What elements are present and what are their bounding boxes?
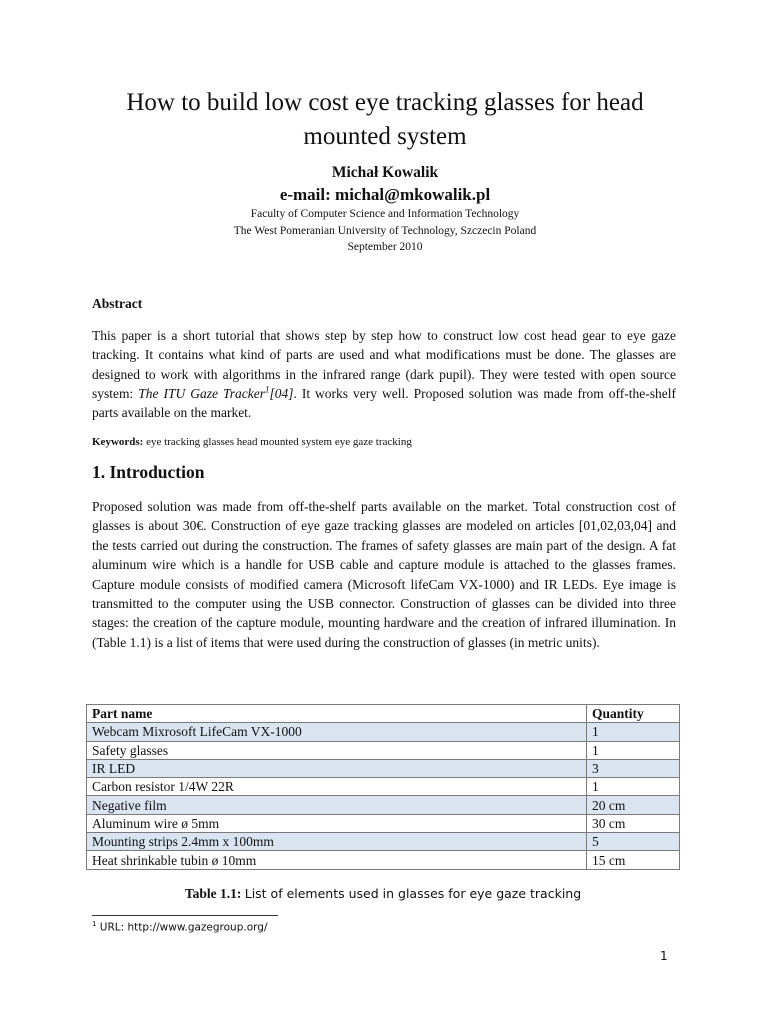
table-header-row [87,705,680,723]
table-row [87,723,680,741]
cell-part: Negative film [87,796,587,814]
table-caption [86,886,680,902]
cell-part: Webcam Mixrosoft LifeCam VX-1000 [87,723,587,741]
cell-qty: 1 [587,778,680,796]
table-row [87,759,680,777]
table-row [87,851,680,869]
header-quantity: Quantity [587,705,680,723]
section-heading-introduction: 1. Introduction [92,462,205,482]
table-caption-text: List of elements used in glasses for eye gaze tracking [244,886,582,901]
table-row [87,741,680,759]
footnote-divider [92,915,278,916]
citation-ref: [04] [269,385,294,401]
cell-qty: 1 [587,723,680,741]
table-row [87,833,680,851]
table-row [87,814,680,832]
cell-part: Mounting strips 2.4mm x 100mm [87,833,587,851]
author-name: Michał Kowalik [331,164,439,181]
cell-part: Aluminum wire ø 5mm [87,814,587,832]
paper-date: September 2010 [347,241,423,253]
abstract-citation [138,386,293,401]
citation-footnote-mark: 1 [264,384,270,395]
abstract-text [92,326,676,422]
page-number: 1 [660,949,668,963]
abstract-heading: Abstract [92,296,143,311]
cell-qty: 3 [587,759,680,777]
table-caption-label: Table 1.1: [184,886,242,901]
affiliation-faculty: Faculty of Computer Science and Information Technology [250,208,520,220]
table-row [87,778,680,796]
author-email: e-mail: michal@mkowalik.pl [279,185,491,204]
keywords [92,436,412,448]
footnote [92,920,267,934]
cell-qty: 1 [587,741,680,759]
abstract-text-start: This paper is a short tutorial that shows step by step how to construct low cost head gear to eye gaze tracking. It contains what kind of parts are used and what modifications must be done. The glasses are designed to work with algorithms in the infrared range (dark pupil). They were tested with open source system: [92,328,676,401]
footnote-mark: 1 [92,920,97,928]
introduction-text: Proposed solution was made from off-the-shelf parts available on the market. Total construction cost of glasses is about 30€. Construction of eye gaze tracking glasses are modeled on articles [01,02,03,04] and the tests carried out during the construction. The frames of safety glasses are main part of the design. A fat aluminum wire which is a handle for USB cable and capture module is attached to the glasses frames. Capture module consists of modified camera (Microsoft lifeCam VX-1000) and IR LEDs. Eye image is transmitted to the computer using the USB connector. Construction of glasses can be divided into three stages: the creation of the capture module, mounting hardware and the creation of infrared illumination. In (Table 1.1) is a list of items that were used during the construction of glasses (in metric units). [92,499,676,650]
cell-part: Heat shrinkable tubin ø 10mm [87,851,587,869]
abstract-text-end: . It works very well. Proposed solution was made from off-the-shelf parts available on the market. [92,385,676,421]
cell-qty: 30 cm [587,814,680,832]
parts-table [86,704,680,870]
author-block [90,163,680,256]
citation-title: The ITU Gaze Tracker [138,385,265,401]
cell-qty: 5 [587,833,680,851]
header-part-name: Part name [87,705,587,723]
cell-part: Safety glasses [87,741,587,759]
keywords-label: Keywords: [92,436,144,448]
paper-title: How to build low cost eye tracking glasses for head mounted system [126,89,644,150]
cell-part: IR LED [87,759,587,777]
footnote-url: URL: http://www.gazegroup.org/ [96,921,268,934]
affiliation-university: The West Pomeranian University of Technology, Szczecin Poland [233,224,537,237]
keywords-list: eye tracking glasses head mounted system eye gaze tracking [146,436,412,448]
cell-part: Carbon resistor 1/4W 22R [87,778,587,796]
cell-qty: 15 cm [587,851,680,869]
cell-qty: 20 cm [587,796,680,814]
table-row [87,796,680,814]
